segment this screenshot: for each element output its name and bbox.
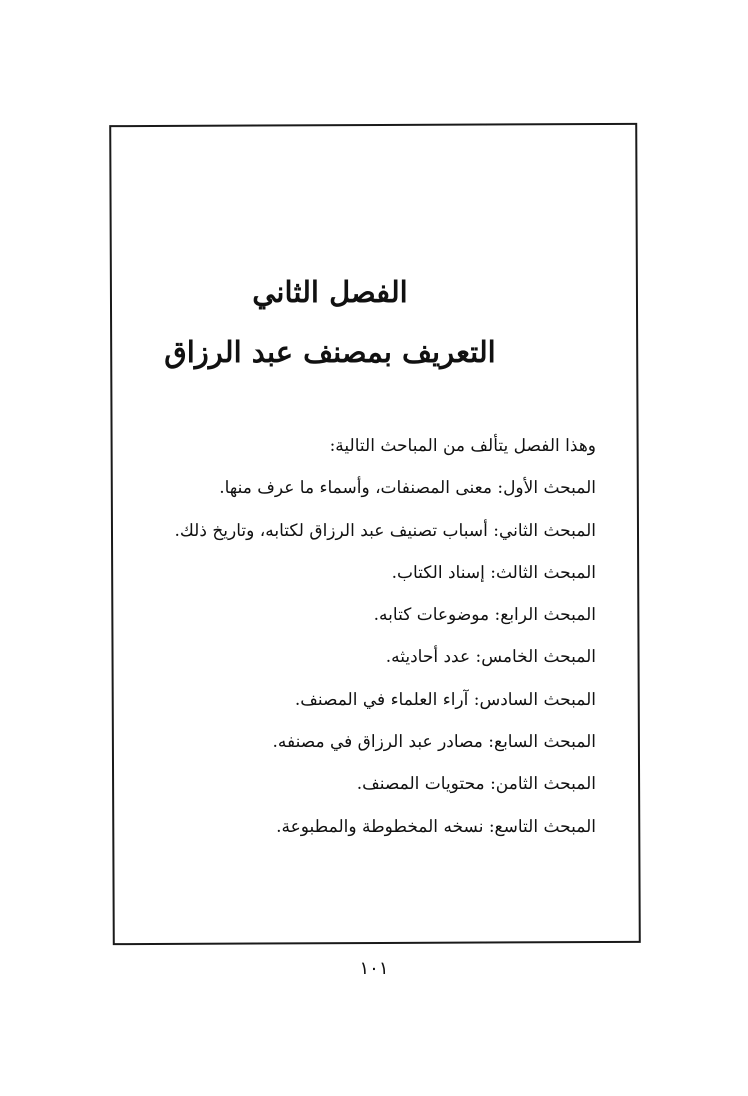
chapter-subtitle: التعريف بمصنف عبد الرزاق	[164, 335, 496, 369]
chapter-title: الفصل الثاني	[252, 275, 408, 309]
section-item-5: المبحث الخامس: عدد أحاديثه.	[385, 647, 596, 668]
page-number: ١٠١	[359, 958, 389, 979]
section-item-2: المبحث الثاني: أسباب تصنيف عبد الرزاق لكتابه، وتاريخ ذلك.	[174, 520, 596, 541]
chapter-heading	[120, 262, 540, 382]
section-item-7: المبحث السابع: مصادر عبد الرزاق في مصنفه.	[272, 732, 596, 753]
section-item-4: المبحث الرابع: موضوعات كتابه.	[373, 605, 596, 626]
intro-text: وهذا الفصل يتألف من المباحث التالية:	[329, 436, 596, 456]
section-list	[156, 425, 596, 848]
section-item-8: المبحث الثامن: محتويات المصنف.	[356, 774, 596, 795]
section-item-9: المبحث التاسع: نسخه المخطوطة والمطبوعة.	[276, 816, 596, 837]
section-item-1: المبحث الأول: معنى المصنفات، وأسماء ما عرف منها.	[219, 478, 596, 499]
section-item-3: المبحث الثالث: إسناد الكتاب.	[391, 562, 596, 583]
section-item-6: المبحث السادس: آراء العلماء في المصنف.	[294, 689, 596, 710]
